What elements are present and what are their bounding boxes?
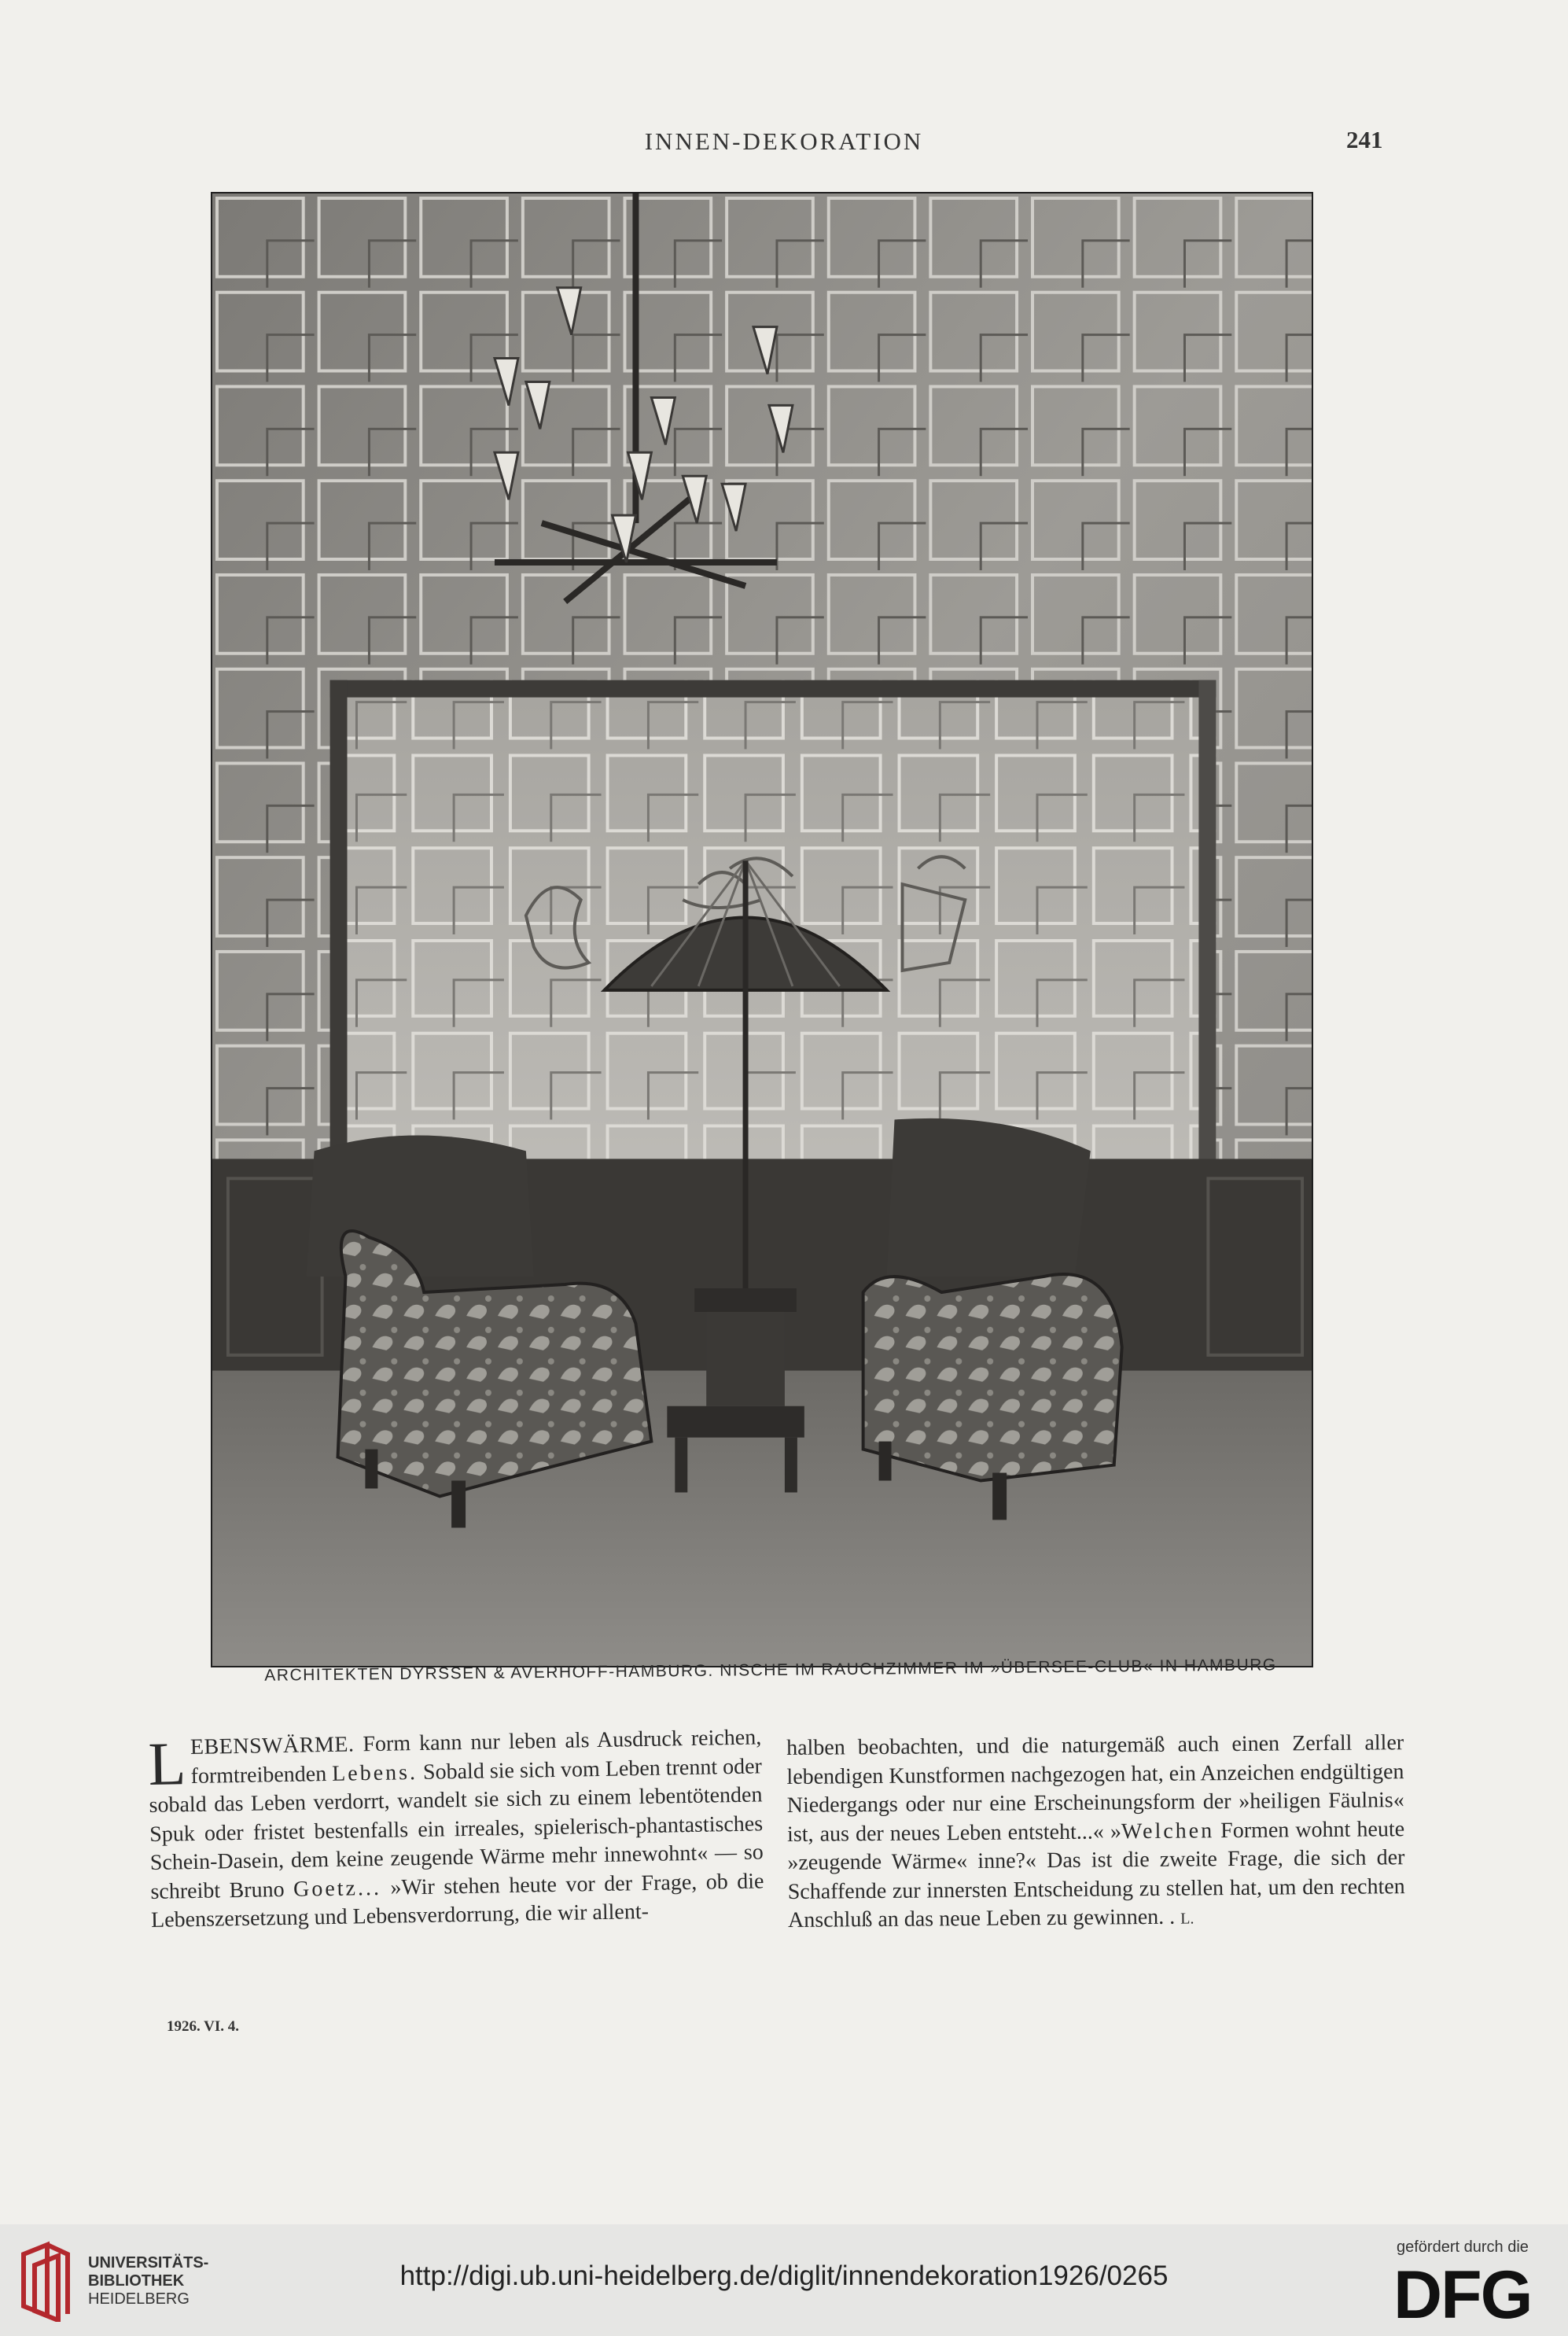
digitization-footer	[0, 2224, 1568, 2336]
author-signature: L.	[1180, 1910, 1194, 1928]
spaced-word-lebens: Lebens.	[331, 1759, 418, 1786]
library-line-3: HEIDELBERG	[88, 2290, 190, 2308]
article-text-1: Form kann nur leben als Ausdruck reichen, formtreibenden	[190, 1725, 762, 1789]
article-column-right	[786, 1729, 1405, 1936]
page-number: 241	[1346, 126, 1383, 153]
article-heading: EBENSWÄRME.	[190, 1732, 355, 1760]
spaced-word-welchen: Welchen	[1121, 1818, 1215, 1844]
article-text-4: halben beobachten, und die naturgemäß auch einen Zerfall aller lebendigen Kunstformen nachgezogen hat, ein Anzeichen endgültigen Niedergangs oder nur eine Erscheinungsform der »heiligen Fäulnis« ist, aus der neues Leben entsteht...« »	[786, 1730, 1404, 1847]
photo-illustration	[212, 193, 1312, 1666]
running-title: INNEN-DEKORATION	[644, 127, 924, 155]
drop-cap: L	[147, 1729, 187, 1798]
permalink-url[interactable]: http://digi.ub.uni-heidelberg.de/diglit/innendekoration1926/0265	[399, 2260, 1169, 2291]
dfg-logo: DFG	[1393, 2257, 1532, 2333]
article-column-left	[148, 1723, 764, 1935]
spaced-word-goetz: Goetz...	[293, 1875, 382, 1902]
library-line-2: BIBLIOTHEK	[88, 2272, 185, 2290]
print-code: 1926. VI. 4.	[167, 2018, 240, 2035]
article-text-2: Sobald sie sich vom Leben trennt oder sobald das Leben verdorrt, wandelt sie sich zu einem lebentötenden Spuk oder fristet bestenfalls ein irreales, spielerisch-phantastisches Schein-Dasein, dem keine zeugende Wärme mehr innewohnt« — so schreibt Bruno	[149, 1753, 764, 1904]
funded-by-label: gefördert durch die	[1397, 2238, 1529, 2256]
interior-photograph	[211, 192, 1313, 1667]
library-line-1: UNIVERSITÄTS-	[88, 2254, 209, 2272]
figure-caption: ARCHITEKTEN DYRSSEN & AVERHOFF-HAMBURG. NISCHE IM RAUCHZIMMER IM »ÜBERSEE-CLUB« IN HAMBURG	[264, 1656, 1277, 1685]
article-text-5: Formen wohnt heute »zeugende Wärme« inne?« Das ist die zweite Frage, die sich der Schaffende zur innersten Entscheidung zu stellen hat, um den rechten Anschluß an das neue Leben zu gewinnen. .	[787, 1816, 1405, 1933]
article-text-3: »Wir stehen heute vor der Frage, ob die Lebenszersetzung und Lebensverdorrung, die wir allent-	[150, 1868, 764, 1933]
armchair-right-illustration	[863, 1118, 1122, 1520]
